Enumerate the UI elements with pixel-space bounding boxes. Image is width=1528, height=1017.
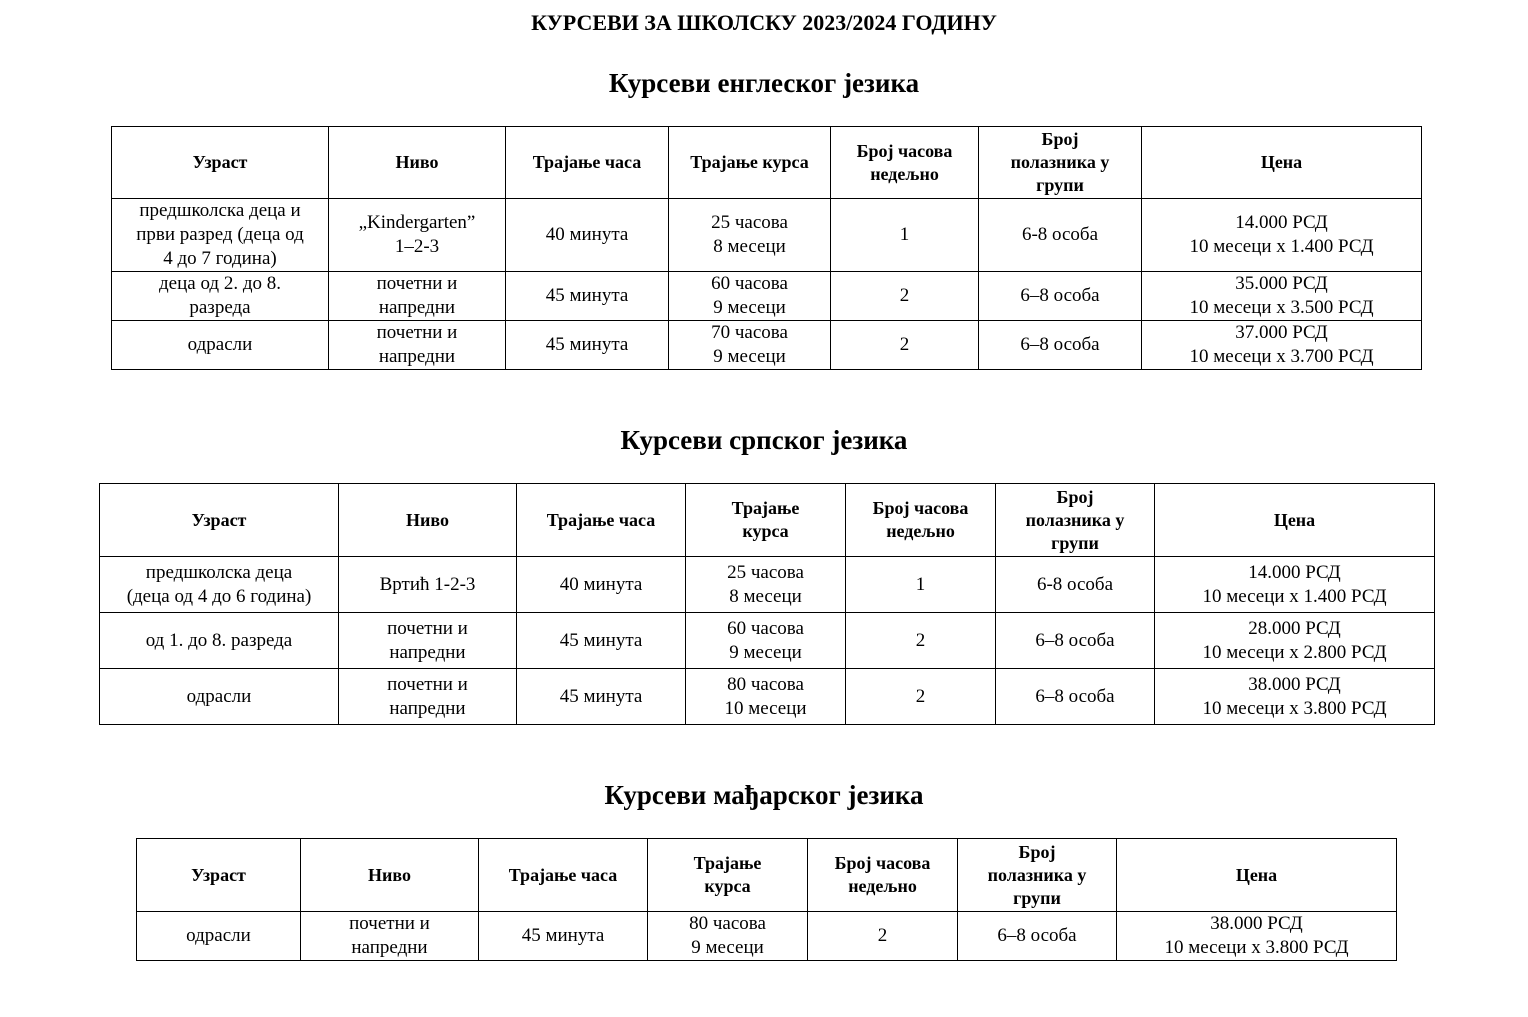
cell-weekly-lessons: 2 bbox=[846, 613, 996, 669]
cell-course-duration: 70 часова 9 месеци bbox=[669, 321, 831, 370]
table-row bbox=[100, 557, 1435, 613]
cell-course-duration: 25 часова 8 месеци bbox=[686, 557, 846, 613]
cell-lesson-duration: 45 минута bbox=[517, 613, 686, 669]
column-header-lesson-duration: Трајање часа bbox=[517, 484, 686, 557]
cell-group-size: 6–8 особа bbox=[979, 321, 1142, 370]
table-row bbox=[137, 912, 1397, 961]
cell-level: почетни и напредни bbox=[329, 272, 506, 321]
cell-weekly-lessons: 2 bbox=[808, 912, 958, 961]
column-header-weekly-lessons: Број часова недељно bbox=[831, 127, 979, 199]
column-header-weekly-lessons: Број часова недељно bbox=[846, 484, 996, 557]
cell-level: почетни и напредни bbox=[339, 669, 517, 725]
cell-group-size: 6–8 особа bbox=[996, 669, 1155, 725]
cell-lesson-duration: 40 минута bbox=[506, 199, 669, 272]
column-header-group-size: Број полазника у групи bbox=[958, 839, 1117, 912]
cell-price: 28.000 РСД 10 месеци x 2.800 РСД bbox=[1155, 613, 1435, 669]
cell-price: 14.000 РСД 10 месеци x 1.400 РСД bbox=[1155, 557, 1435, 613]
cell-level: „Kindergarten” 1–2-3 bbox=[329, 199, 506, 272]
column-header-course-duration: Трајање курса bbox=[648, 839, 808, 912]
column-header-group-size: Број полазника у групи bbox=[996, 484, 1155, 557]
column-header-level: Ниво bbox=[329, 127, 506, 199]
cell-weekly-lessons: 1 bbox=[846, 557, 996, 613]
cell-age: деца од 2. до 8. разреда bbox=[112, 272, 329, 321]
cell-group-size: 6–8 особа bbox=[958, 912, 1117, 961]
cell-course-duration: 80 часова 10 месеци bbox=[686, 669, 846, 725]
cell-group-size: 6–8 особа bbox=[979, 272, 1142, 321]
column-header-price: Цена bbox=[1155, 484, 1435, 557]
table-row bbox=[100, 613, 1435, 669]
cell-age: одрасли bbox=[112, 321, 329, 370]
section-title: Курсеви српског језика bbox=[620, 425, 908, 455]
column-header-age: Узраст bbox=[100, 484, 339, 557]
cell-weekly-lessons: 1 bbox=[831, 199, 979, 272]
column-header-age: Узраст bbox=[137, 839, 301, 912]
cell-lesson-duration: 45 минута bbox=[479, 912, 648, 961]
cell-weekly-lessons: 2 bbox=[846, 669, 996, 725]
cell-lesson-duration: 45 минута bbox=[517, 669, 686, 725]
cell-lesson-duration: 45 минута bbox=[506, 272, 669, 321]
course-table bbox=[111, 126, 1422, 370]
cell-age: од 1. до 8. разреда bbox=[100, 613, 339, 669]
cell-level: почетни и напредни bbox=[301, 912, 479, 961]
cell-lesson-duration: 40 минута bbox=[517, 557, 686, 613]
cell-price: 37.000 РСД 10 месеци x 3.700 РСД bbox=[1142, 321, 1422, 370]
table-row bbox=[112, 199, 1422, 272]
column-header-lesson-duration: Трајање часа bbox=[506, 127, 669, 199]
table-row bbox=[100, 669, 1435, 725]
cell-price: 38.000 РСД 10 месеци x 3.800 РСД bbox=[1117, 912, 1397, 961]
column-header-lesson-duration: Трајање часа bbox=[479, 839, 648, 912]
course-table bbox=[99, 483, 1435, 725]
cell-weekly-lessons: 2 bbox=[831, 321, 979, 370]
column-header-group-size: Број полазника у групи bbox=[979, 127, 1142, 199]
column-header-weekly-lessons: Број часова недељно bbox=[808, 839, 958, 912]
column-header-price: Цена bbox=[1142, 127, 1422, 199]
column-header-level: Ниво bbox=[339, 484, 517, 557]
table-header-row bbox=[112, 127, 1422, 199]
cell-price: 38.000 РСД 10 месеци x 3.800 РСД bbox=[1155, 669, 1435, 725]
cell-age: предшколска деца (деца од 4 до 6 година) bbox=[100, 557, 339, 613]
cell-age: одрасли bbox=[137, 912, 301, 961]
cell-group-size: 6-8 особа bbox=[979, 199, 1142, 272]
course-table bbox=[136, 838, 1397, 961]
column-header-level: Ниво bbox=[301, 839, 479, 912]
page-title: КУРСЕВИ ЗА ШКОЛСКУ 2023/2024 ГОДИНУ bbox=[531, 10, 997, 35]
table-row bbox=[112, 321, 1422, 370]
cell-lesson-duration: 45 минута bbox=[506, 321, 669, 370]
column-header-price: Цена bbox=[1117, 839, 1397, 912]
column-header-course-duration: Трајање курса bbox=[686, 484, 846, 557]
cell-course-duration: 60 часова 9 месеци bbox=[669, 272, 831, 321]
cell-group-size: 6–8 особа bbox=[996, 613, 1155, 669]
column-header-age: Узраст bbox=[112, 127, 329, 199]
cell-level: почетни и напредни bbox=[339, 613, 517, 669]
table-row bbox=[112, 272, 1422, 321]
table-header-row bbox=[137, 839, 1397, 912]
cell-course-duration: 25 часова 8 месеци bbox=[669, 199, 831, 272]
cell-age: предшколска деца и први разред (деца од 4 до 7 година) bbox=[112, 199, 329, 272]
section-title: Курсеви мађарског језика bbox=[604, 780, 924, 810]
cell-group-size: 6-8 особа bbox=[996, 557, 1155, 613]
cell-level: Вртић 1-2-3 bbox=[339, 557, 517, 613]
cell-weekly-lessons: 2 bbox=[831, 272, 979, 321]
table-header-row bbox=[100, 484, 1435, 557]
column-header-course-duration: Трајање курса bbox=[669, 127, 831, 199]
cell-age: одрасли bbox=[100, 669, 339, 725]
cell-course-duration: 80 часова 9 месеци bbox=[648, 912, 808, 961]
section-title: Курсеви енглеског језика bbox=[608, 68, 920, 98]
cell-price: 14.000 РСД 10 месеци x 1.400 РСД bbox=[1142, 199, 1422, 272]
cell-price: 35.000 РСД 10 месеци x 3.500 РСД bbox=[1142, 272, 1422, 321]
cell-level: почетни и напредни bbox=[329, 321, 506, 370]
cell-course-duration: 60 часова 9 месеци bbox=[686, 613, 846, 669]
